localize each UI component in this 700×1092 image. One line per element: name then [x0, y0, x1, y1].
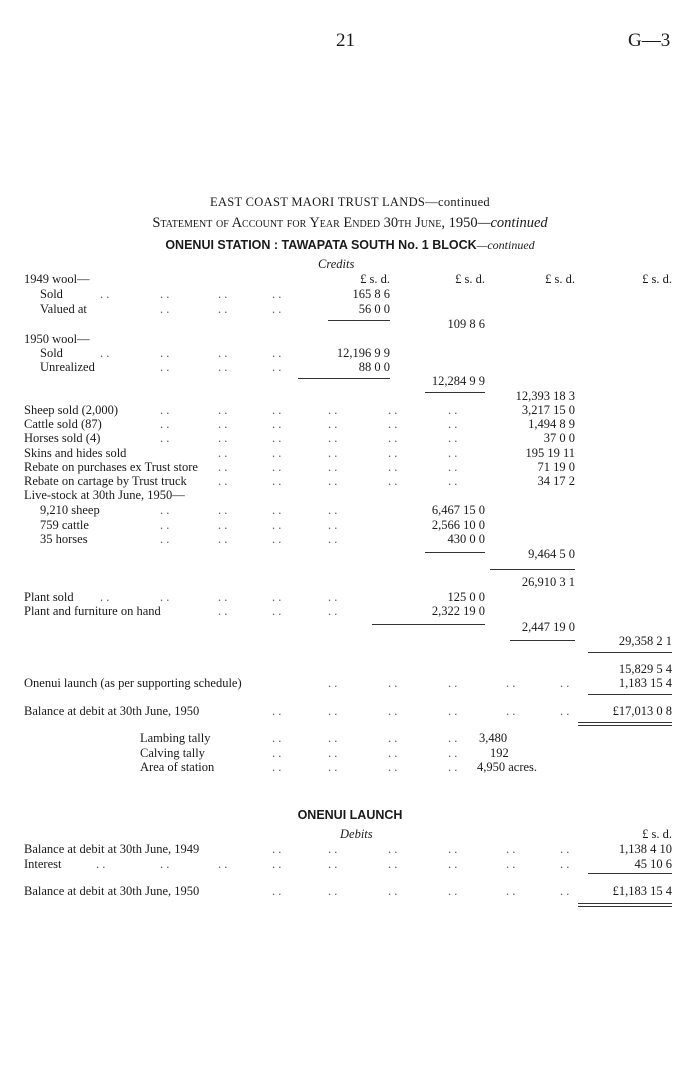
dot-leader: . .	[272, 431, 282, 446]
dot-leader: . .	[272, 403, 282, 417]
dot-leader: . .	[328, 503, 338, 517]
launch-col-header: £ s. d.	[642, 827, 672, 841]
wool-1950-unrealized-label: Unrealized	[40, 360, 95, 374]
stat-label: Calving tally	[140, 745, 205, 760]
item-label: Rebate on purchases ex Trust store	[24, 459, 198, 474]
dot-leader: . .	[218, 517, 228, 532]
launch-row-label: Onenui launch (as per supporting schedule)	[24, 676, 242, 690]
plant-total: 2,447 19 0	[521, 620, 575, 634]
dot-leader: . .	[328, 431, 338, 446]
dot-leader: . .	[160, 403, 170, 417]
title-1-main: EAST COAST MAORI TRUST LANDS	[210, 195, 426, 209]
rule	[578, 903, 672, 904]
rule	[578, 725, 672, 726]
wool-1949-sold-label: Sold	[40, 287, 63, 301]
dot-leader: . .	[272, 745, 282, 760]
dot-leader: . .	[218, 856, 228, 871]
dot-leader: . .	[328, 856, 338, 871]
dot-leader: . .	[328, 676, 338, 690]
livestock-item-label: 9,210 sheep	[40, 503, 100, 517]
stat-label: Area of station	[140, 760, 215, 774]
dot-leader: . .	[272, 532, 282, 546]
dot-leader: . .	[448, 731, 458, 745]
rule	[490, 569, 575, 570]
dot-leader: . .	[328, 842, 338, 856]
dot-leader: . .	[218, 459, 228, 474]
item-value: 3,217 15 0	[521, 403, 575, 417]
col-header-3: £ s. d.	[545, 272, 575, 286]
dot-leader: . .	[272, 604, 282, 618]
dot-leader: . .	[160, 856, 170, 871]
livestock-label: Live-stock at 30th June, 1950—	[24, 488, 185, 502]
dot-leader: . .	[272, 417, 282, 432]
dot-leader: . .	[506, 856, 516, 871]
net-1: 15,829 5 4	[618, 662, 672, 676]
dot-leader: . .	[448, 417, 458, 432]
dot-leader: . .	[448, 856, 458, 871]
dot-leader: . .	[328, 760, 338, 774]
wool-1950-sold-value: 12,196 9 9	[336, 346, 390, 360]
item-label: Rebate on cartage by Trust truck	[24, 474, 187, 488]
dot-leader: . .	[160, 417, 170, 432]
rule	[588, 694, 672, 695]
livestock-item-value: 430 0 0	[447, 532, 485, 546]
launch-total-value: £1,183 15 4	[612, 884, 672, 898]
wool-1949-valued-value: 56 0 0	[358, 302, 390, 316]
title-line-2	[0, 216, 700, 230]
dot-leader: . .	[388, 731, 398, 745]
wool-1950-unrealized-value: 88 0 0	[358, 360, 390, 374]
dot-leader: . .	[388, 431, 398, 446]
dot-leader: . .	[448, 403, 458, 417]
wool-1949-sold-value: 165 8 6	[352, 287, 390, 301]
dot-leader: . .	[272, 590, 282, 604]
dot-leader: . .	[218, 360, 228, 374]
dot-leader: . .	[160, 302, 170, 316]
dot-leader: . .	[160, 532, 170, 546]
dot-leader: . .	[388, 459, 398, 474]
title-3-main: ONENUI STATION : TAWAPATA SOUTH No. 1 BLOCK	[165, 238, 477, 252]
dot-leader: . .	[328, 745, 338, 760]
dot-leader: . .	[388, 884, 398, 898]
plant-sold-label: Plant sold	[24, 590, 74, 604]
item-label: Sheep sold (2,000)	[24, 403, 119, 417]
item-value: 71 19 0	[537, 459, 575, 474]
dot-leader: . .	[448, 760, 458, 774]
launch-total-label: Balance at debit at 30th June, 1950	[24, 884, 200, 898]
dot-leader: . .	[218, 445, 228, 460]
dot-leader: . .	[160, 590, 170, 604]
dot-leader: . .	[218, 503, 228, 517]
dot-leader: . .	[328, 445, 338, 460]
dot-leader: . .	[328, 884, 338, 898]
dot-leader: . .	[448, 459, 458, 474]
rule	[578, 906, 672, 907]
dot-leader: . .	[272, 731, 282, 745]
dot-leader: . .	[328, 517, 338, 532]
launch-row-label: Interest	[24, 856, 62, 871]
dot-leader: . .	[560, 842, 570, 856]
stat-value: 192	[490, 745, 509, 760]
dot-leader: . .	[272, 884, 282, 898]
launch-row-value: 45 10 6	[634, 856, 672, 871]
livestock-total: 9,464 5 0	[528, 547, 575, 561]
grand-credits: 29,358 2 1	[618, 634, 672, 648]
rule	[578, 722, 672, 723]
dot-leader: . .	[506, 676, 516, 690]
dot-leader: . .	[388, 417, 398, 432]
dot-leader: . .	[328, 604, 338, 618]
wool-1949-label: 1949 wool—	[24, 272, 90, 286]
subtotal-1: 26,910 3 1	[521, 575, 575, 589]
dot-leader: . .	[560, 884, 570, 898]
dot-leader: . .	[218, 590, 228, 604]
dot-leader: . .	[448, 445, 458, 460]
stat-value: 3,480	[479, 731, 508, 745]
plant-sold-value: 125 0 0	[447, 590, 485, 604]
launch-title: ONENUI LAUNCH	[297, 808, 403, 822]
dot-leader: . .	[388, 403, 398, 417]
dot-leader: . .	[160, 287, 170, 301]
plant-hand-label: Plant and furniture on hand	[24, 604, 161, 618]
dot-leader: . .	[388, 704, 398, 718]
credits-label: Credits	[318, 257, 355, 271]
dot-leader: . .	[560, 676, 570, 690]
dot-leader: . .	[272, 474, 282, 488]
rule	[510, 640, 575, 641]
plant-hand-value: 2,322 19 0	[431, 604, 485, 618]
dot-leader: . .	[218, 604, 228, 618]
dot-leader: . .	[560, 856, 570, 871]
dot-leader: . .	[328, 532, 338, 546]
livestock-item-label: 35 horses	[40, 532, 88, 546]
dot-leader: . .	[218, 474, 228, 488]
dot-leader: . .	[448, 676, 458, 690]
item-label: Cattle sold (87)	[24, 417, 102, 432]
stat-label: Lambing tally	[140, 731, 211, 745]
dot-leader: . .	[218, 417, 228, 432]
wool-total: 12,393 18 3	[515, 389, 575, 403]
dot-leader: . .	[388, 445, 398, 460]
dot-leader: . .	[160, 503, 170, 517]
dot-leader: . .	[100, 346, 110, 360]
dot-leader: . .	[272, 517, 282, 532]
wool-1949-total: 109 8 6	[447, 317, 485, 331]
wool-1949-valued-label: Valued at	[40, 302, 87, 316]
wool-1950-total: 12,284 9 9	[431, 374, 485, 388]
col-header-2: £ s. d.	[455, 272, 485, 286]
dot-leader: . .	[506, 704, 516, 718]
dot-leader: . .	[218, 403, 228, 417]
dot-leader: . .	[328, 731, 338, 745]
rule	[588, 873, 672, 874]
title-3-suffix: —continued	[476, 238, 535, 252]
dot-leader: . .	[328, 459, 338, 474]
wool-1950-label: 1950 wool—	[24, 332, 90, 346]
dot-leader: . .	[96, 856, 106, 871]
livestock-item-value: 2,566 10 0	[431, 517, 485, 532]
dot-leader: . .	[160, 517, 170, 532]
dot-leader: . .	[272, 459, 282, 474]
dot-leader: . .	[272, 842, 282, 856]
dot-leader: . .	[388, 676, 398, 690]
dot-leader: . .	[218, 302, 228, 316]
rule	[372, 624, 485, 625]
dot-leader: . .	[100, 287, 110, 301]
dot-leader: . .	[218, 346, 228, 360]
dot-leader: . .	[388, 842, 398, 856]
dot-leader: . .	[272, 360, 282, 374]
dot-leader: . .	[160, 346, 170, 360]
launch-row-value: 1,138 4 10	[618, 842, 672, 856]
rule	[588, 652, 672, 653]
col-header-1: £ s. d.	[360, 272, 390, 286]
dot-leader: . .	[560, 704, 570, 718]
launch-row-value: 1,183 15 4	[618, 676, 672, 690]
item-label: Skins and hides sold	[24, 445, 127, 460]
item-value: 195 19 11	[525, 445, 575, 460]
dot-leader: . .	[272, 503, 282, 517]
dot-leader: . .	[328, 417, 338, 432]
balance-row-label: Balance at debit at 30th June, 1950	[24, 704, 200, 718]
dot-leader: . .	[328, 590, 338, 604]
title-2-main: Statement of Account for Year Ended 30th June, 1950	[152, 215, 478, 231]
livestock-item-value: 6,467 15 0	[431, 503, 485, 517]
dot-leader: . .	[388, 760, 398, 774]
dot-leader: . .	[100, 590, 110, 604]
page-code: G—3	[628, 30, 671, 51]
balance-row-value: £17,013 0 8	[612, 704, 672, 718]
dot-leader: . .	[272, 346, 282, 360]
dot-leader: . .	[272, 760, 282, 774]
title-2-suffix: —continued	[477, 215, 548, 231]
dot-leader: . .	[506, 884, 516, 898]
rule	[298, 378, 390, 379]
item-value: 37 0 0	[543, 431, 575, 446]
dot-leader: . .	[388, 856, 398, 871]
item-label: Horses sold (4)	[24, 431, 101, 446]
dot-leader: . .	[218, 287, 228, 301]
item-value: 34 17 2	[537, 474, 575, 488]
dot-leader: . .	[448, 431, 458, 446]
dot-leader: . .	[272, 445, 282, 460]
dot-leader: . .	[328, 403, 338, 417]
title-1-suffix: —continued	[425, 195, 490, 209]
title-line-3	[0, 238, 700, 252]
dot-leader: . .	[272, 704, 282, 718]
stat-value: 4,950 acres.	[477, 760, 538, 774]
debits-label: Debits	[340, 827, 373, 841]
dot-leader: . .	[160, 431, 170, 446]
col-header-4: £ s. d.	[642, 272, 672, 286]
item-value: 1,494 8 9	[528, 417, 575, 432]
dot-leader: . .	[388, 474, 398, 488]
dot-leader: . .	[218, 431, 228, 446]
dot-leader: . .	[388, 745, 398, 760]
livestock-item-label: 759 cattle	[40, 517, 89, 532]
dot-leader: . .	[272, 287, 282, 301]
dot-leader: . .	[218, 532, 228, 546]
dot-leader: . .	[448, 884, 458, 898]
dot-leader: . .	[506, 842, 516, 856]
dot-leader: . .	[448, 704, 458, 718]
dot-leader: . .	[160, 360, 170, 374]
dot-leader: . .	[448, 745, 458, 760]
wool-1950-sold-label: Sold	[40, 346, 63, 360]
dot-leader: . .	[272, 856, 282, 871]
page-number: 21	[336, 30, 355, 51]
dot-leader: . .	[328, 474, 338, 488]
title-line-1	[0, 195, 700, 209]
launch-row-label: Balance at debit at 30th June, 1949	[24, 842, 200, 856]
dot-leader: . .	[272, 302, 282, 316]
dot-leader: . .	[328, 704, 338, 718]
dot-leader: . .	[448, 474, 458, 488]
dot-leader: . .	[448, 842, 458, 856]
